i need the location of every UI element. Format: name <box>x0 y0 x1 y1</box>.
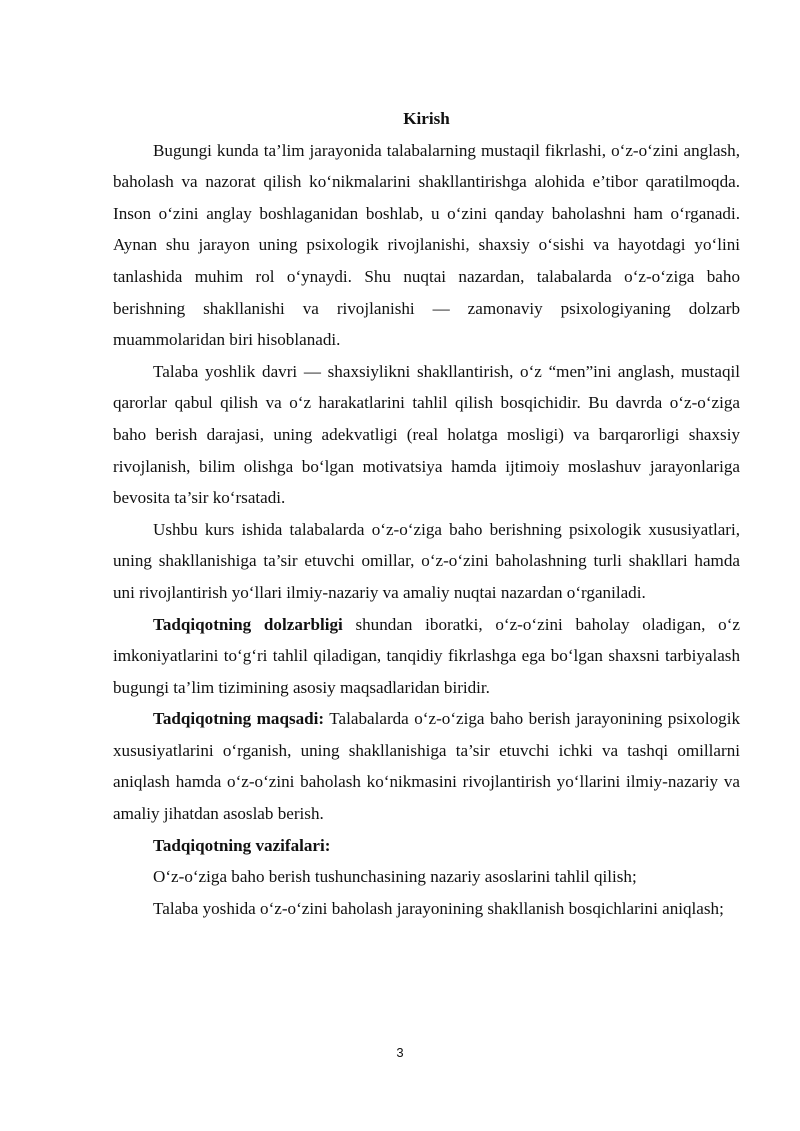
section-title: Kirish <box>403 109 450 128</box>
goal-paragraph <box>113 703 740 829</box>
task-item-1: O‘z-o‘ziga baho berish tushunchasining nazariy asoslarini tahlil qilish; <box>153 867 637 887</box>
relevance-label: Tadqiqotning dolzarbligi <box>153 614 343 634</box>
intro-paragraph-1: Bugungi kunda ta’lim jarayonida talabalarning mustaqil fikrlashi, o‘z-o‘zini anglash, baholash va nazorat qilish ko‘nikmalarini shakllantirishga alohida e’tibor qaratilmoqda. Inson o‘zini anglay boshlaganidan boshlab, u o‘zini qanday baholashni ham o‘rganadi. Aynan shu jarayon uning psixologik rivojlanishi, shaxsiy o‘sishi va hayotdagi yo‘lini tanlashida muhim rol o‘ynaydi. Shu nuqtai nazardan, talabalarda o‘z-o‘ziga baho berishning shakllanishi va rivojlanishi — zamonaviy psixologiyaning dolzarb muammolaridan biri hisoblanadi. <box>113 140 740 350</box>
relevance-text: shundan iboratki, o‘z-o‘zini baholay oladigan, o‘z imkoniyatlarini to‘g‘ri tahlil qiladigan, tanqidiy fikrlashga ega bo‘lgan shaxsni tarbiyalash bugungi ta’lim tizimining asosiy maqsadlaridan biridir. <box>113 614 740 697</box>
intro-paragraph-2: Talaba yoshlik davri — shaxsiylikni shakllantirish, o‘z “men”ini anglash, mustaqil qarorlar qabul qilish va o‘z harakatlarini tahlil qilish bosqichidir. Bu davrda o‘z-o‘ziga baho berish darajasi, uning adekvatligi (real holatga mosligi) va barqarorligi shaxsiy rivojlanish, bilim olishga bo‘lgan motivatsiya hamda ijtimoiy moslashuv jarayonlariga bevosita ta’sir ko‘rsatadi. <box>113 361 740 508</box>
goal-text: Talabalarda o‘z-o‘ziga baho berish jarayonining psixologik xususiyatlarini o‘rganish, uning shakllanishiga ta’sir etuvchi ichki va tashqi omillarni aniqlash hamda o‘z-o‘zini baholash ko‘nikmasini rivojlantirish yo‘llarini ilmiy-nazariy va amaliy jihatdan asoslab berish. <box>113 709 740 824</box>
intro-paragraph-3: Ushbu kurs ishida talabalarda o‘z-o‘ziga baho berishning psixologik xususiyatlari, uning shakllanishiga ta’sir etuvchi omillar, o‘z-o‘zini baholashning turli shakllari hamda uni rivojlantirish yo‘llari ilmiy-nazariy va amaliy nuqtai nazardan o‘rganiladi. <box>113 519 740 602</box>
goal-label: Tadqiqotning maqsadi: <box>153 709 325 729</box>
relevance-paragraph <box>113 609 740 704</box>
task-item-2: Talaba yoshida o‘z-o‘zini baholash jarayonining shakllanish bosqichlarini aniqlash; <box>153 898 724 918</box>
page-content <box>113 103 740 924</box>
tasks-heading: Tadqiqotning vazifalari: <box>153 835 331 855</box>
page-number: 3 <box>396 1045 404 1060</box>
